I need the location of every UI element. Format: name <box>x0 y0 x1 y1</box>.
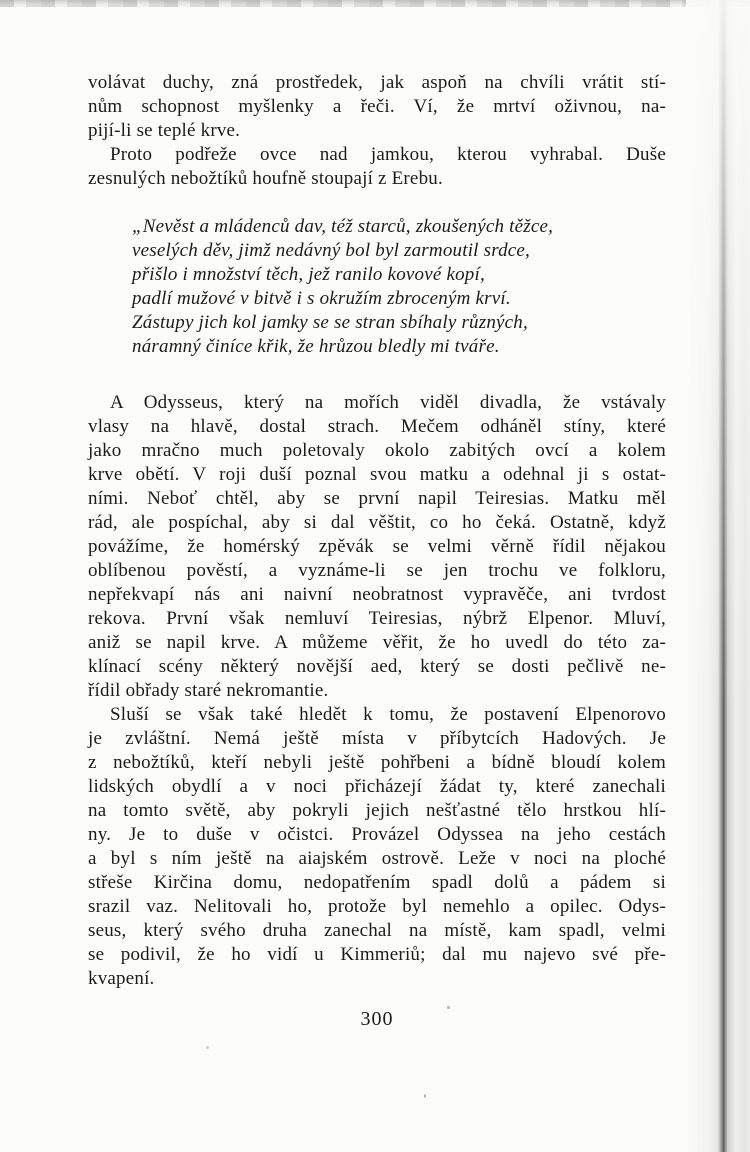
text-line: kvapení. <box>88 968 155 989</box>
paragraph <box>88 391 666 703</box>
text-line: srazil vaz. Nelitovali ho, protože byl nemehlo a opilec. Odys- <box>88 896 666 917</box>
text-line: vlasy na hlavě, dostal strach. Mečem odháněl stíny, které <box>88 416 666 437</box>
text-line: padlí mužové v bitvě i s okružím zbroceným krví. <box>132 288 511 309</box>
text-line: oblíbenou pověstí, a vyznáme-li se jen trochu ve folkloru, <box>88 560 666 581</box>
text-line: jako mračno much poletovaly okolo zabitých ovcí a kolem <box>88 440 666 461</box>
text-line: z nebožtíků, kteří nebyli ještě pohřbeni a bídně bloudí kolem <box>88 752 666 773</box>
text-line: rád, ale pospíchal, aby si dal věštit, co ho čeká. Ostatně, když <box>88 512 666 533</box>
text-line: lidských obydlí a v noci přicházejí žádat ty, které zanechali <box>88 776 666 797</box>
text-line: na tomto světě, aby pokryli jejich nešťastné tělo hrstkou hlí- <box>88 800 666 821</box>
scan-speck <box>447 1006 450 1009</box>
text-line: Zástupy jich kol jamky se se stran sbíhaly různých, <box>132 312 528 333</box>
text-line: náramný činíce křik, že hrůzou bledly mi tváře. <box>132 336 500 357</box>
scan-top-edge <box>0 0 750 7</box>
text-line: klínací scény některý novější aed, který se dosti pečlivě ne- <box>88 656 666 677</box>
text-line: se podivil, že ho vidí u Kimmeriů; dal mu najevo své pře- <box>88 944 666 965</box>
scan-speck <box>206 1046 209 1049</box>
text-line: A Odysseus, který na mořích viděl divadla, že vstávaly <box>110 392 666 413</box>
text-line: Sluší se však také hledět k tomu, že postavení Elpenorovo <box>110 704 666 725</box>
text-line: ními. Neboť chtěl, aby se první napil Teiresias. Matku měl <box>88 488 666 509</box>
text-line: ny. Je to duše v očistci. Provázel Odyssea na jeho cestách <box>88 824 666 845</box>
paragraph <box>88 71 666 143</box>
text-line: veselých děv, jimž nedávný bol byl zarmoutil srdce, <box>132 240 531 261</box>
text-line: rekova. První však nemluví Teiresias, nýbrž Elpenor. Mluví, <box>88 608 666 629</box>
text-line: je zvláštní. Nemá ještě místa v příbytcích Hadových. Je <box>88 728 666 749</box>
scan-speck <box>424 1094 426 1098</box>
text-line: Proto podřeže ovce nad jamkou, kterou vyhrabal. Duše <box>110 144 666 165</box>
verse-block <box>88 215 666 359</box>
text-line: řídil obřady staré nekromantie. <box>88 680 329 701</box>
text-line: krve obětí. V roji duší poznal svou matku a odehnal ji s ostat- <box>88 464 666 485</box>
page-number: 300 <box>360 1008 394 1030</box>
text-line: aniž se napil krve. A můžeme věřit, že ho uvedl do této za- <box>88 632 666 653</box>
text-line: přišlo i množství těch, jež ranilo kovové kopí, <box>132 264 485 285</box>
paragraph <box>88 703 666 991</box>
text-line: povážíme, že homérský zpěvák se velmi věrně řídil nějakou <box>88 536 666 557</box>
text-line: střeše Kirčina domu, nedopatřením spadl dolů a pádem si <box>88 872 666 893</box>
text-line: a byl s ním ještě na aiajském ostrově. Leže v noci na ploché <box>88 848 666 869</box>
text-line: nům schopnost myšlenky a řeči. Ví, že mrtví oživnou, na- <box>88 96 666 117</box>
spine-shadow <box>686 0 750 1152</box>
text-block <box>88 71 666 991</box>
text-line: nepřekvapí nás ani naivní neobratnost vypravěče, ani tvrdost <box>88 584 666 605</box>
text-line: pijí-li se teplé krve. <box>88 120 241 141</box>
paragraph <box>88 143 666 191</box>
text-line: „Nevěst a mládenců dav, též starců, zkoušených těžce, <box>132 216 554 237</box>
text-line: seus, který svého druha zanechal na místě, kam spadl, velmi <box>88 920 666 941</box>
text-line: zesnulých nebožtíků houfně stoupají z Erebu. <box>88 168 443 189</box>
text-line: volávat duchy, zná prostředek, jak aspoň na chvíli vrátit stí- <box>88 72 666 93</box>
